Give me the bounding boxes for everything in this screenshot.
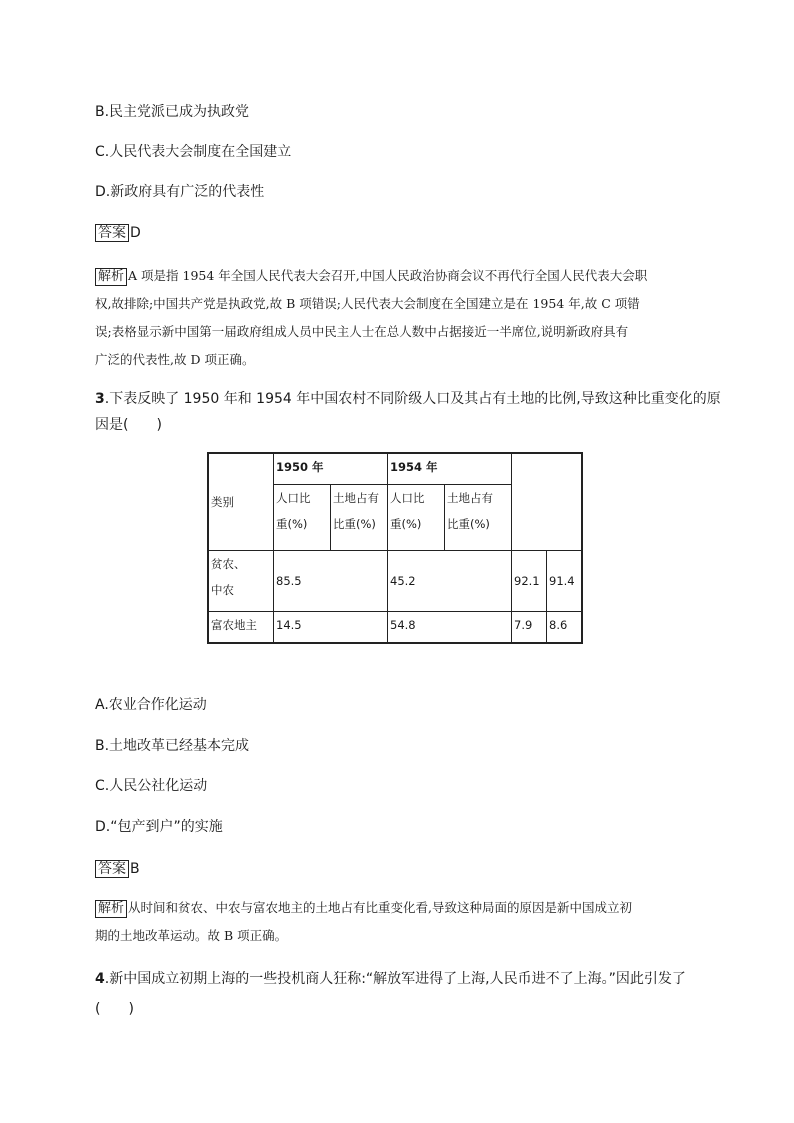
row-label: 贫农、 中农 <box>208 551 274 612</box>
answer-tag: 答案 <box>95 224 129 242</box>
table-cell: 85.5 <box>274 551 388 612</box>
table-header-row <box>208 453 582 485</box>
table-row <box>208 612 582 644</box>
analysis-line: 期的土地改革运动。故 B 项正确。 <box>95 928 288 943</box>
table-cell: 8.6 <box>547 612 583 644</box>
table-cell: 14.5 <box>274 612 388 644</box>
answer-value: D <box>130 225 141 241</box>
analysis-line: 误;表格显示新中国第一届政府组成人员中民主人士在总人数中占据接近一半席位,说明新政府具有 <box>95 324 629 339</box>
header-year-1954: 1954 年 <box>388 453 512 485</box>
row-label: 富农地主 <box>208 612 274 644</box>
question-number: 4 <box>95 971 105 987</box>
table-cell: 45.2 <box>388 551 512 612</box>
q3-option-b: B.土地改革已经基本完成 <box>95 738 250 754</box>
q2-analysis <box>95 262 647 374</box>
q3-analysis <box>95 894 632 950</box>
answer-value: B <box>130 861 140 877</box>
analysis-tag: 解析 <box>95 268 127 286</box>
q4-stem <box>95 964 686 1024</box>
header-land-1950: 土地占有 比重(%) <box>331 485 388 551</box>
header-year-1950: 1950 年 <box>274 453 388 485</box>
question-text: 因是( ) <box>95 417 162 433</box>
q2-option-d: D.新政府具有广泛的代表性 <box>95 184 265 200</box>
table-cell: 92.1 <box>512 551 547 612</box>
q3-option-c: C.人民公社化运动 <box>95 778 208 794</box>
data-table <box>207 452 583 644</box>
q3-option-d: D.“包产到户”的实施 <box>95 819 223 835</box>
table-cell: 54.8 <box>388 612 512 644</box>
analysis-line: 从时间和贫农、中农与富农地主的土地占有比重变化看,导致这种局面的原因是新中国成立初 <box>128 900 632 915</box>
table-row <box>208 551 582 612</box>
q3-option-a: A.农业合作化运动 <box>95 697 207 713</box>
question-text: .新中国成立初期上海的一些投机商人狂称:“解放军进得了上海,人民币进不了上海。”因此引发了 <box>104 971 686 987</box>
analysis-line: 广泛的代表性,故 D 项正确。 <box>95 352 255 367</box>
q2-answer <box>95 224 141 242</box>
table-cell: 7.9 <box>512 612 547 644</box>
question-number: 3 <box>95 391 105 407</box>
q2-option-c: C.人民代表大会制度在全国建立 <box>95 144 292 160</box>
q3-stem <box>95 386 721 438</box>
question-text: ( ) <box>95 1001 134 1017</box>
analysis-line: 权,故排除;中国共产党是执政党,故 B 项错误;人民代表大会制度在全国建立是在 1954 年,故 C 项错 <box>95 296 640 311</box>
answer-tag: 答案 <box>95 860 129 878</box>
table-cell: 91.4 <box>547 551 583 612</box>
q3-answer <box>95 860 140 878</box>
analysis-tag: 解析 <box>95 900 127 918</box>
header-land-1954: 土地占有 比重(%) <box>445 485 512 551</box>
header-category: 类别 <box>208 453 274 551</box>
header-pop-1954: 人口比 重(%) <box>388 485 445 551</box>
analysis-line: A 项是指 1954 年全国人民代表大会召开,中国人民政治协商会议不再代行全国人民代表大会职 <box>128 268 648 283</box>
header-pop-1950: 人口比 重(%) <box>274 485 331 551</box>
header-empty-cell <box>512 453 583 551</box>
question-text: .下表反映了 1950 年和 1954 年中国农村不同阶级人口及其占有土地的比例,导致这种比重变化的原 <box>104 391 721 407</box>
q2-option-b: B.民主党派已成为执政党 <box>95 104 250 120</box>
